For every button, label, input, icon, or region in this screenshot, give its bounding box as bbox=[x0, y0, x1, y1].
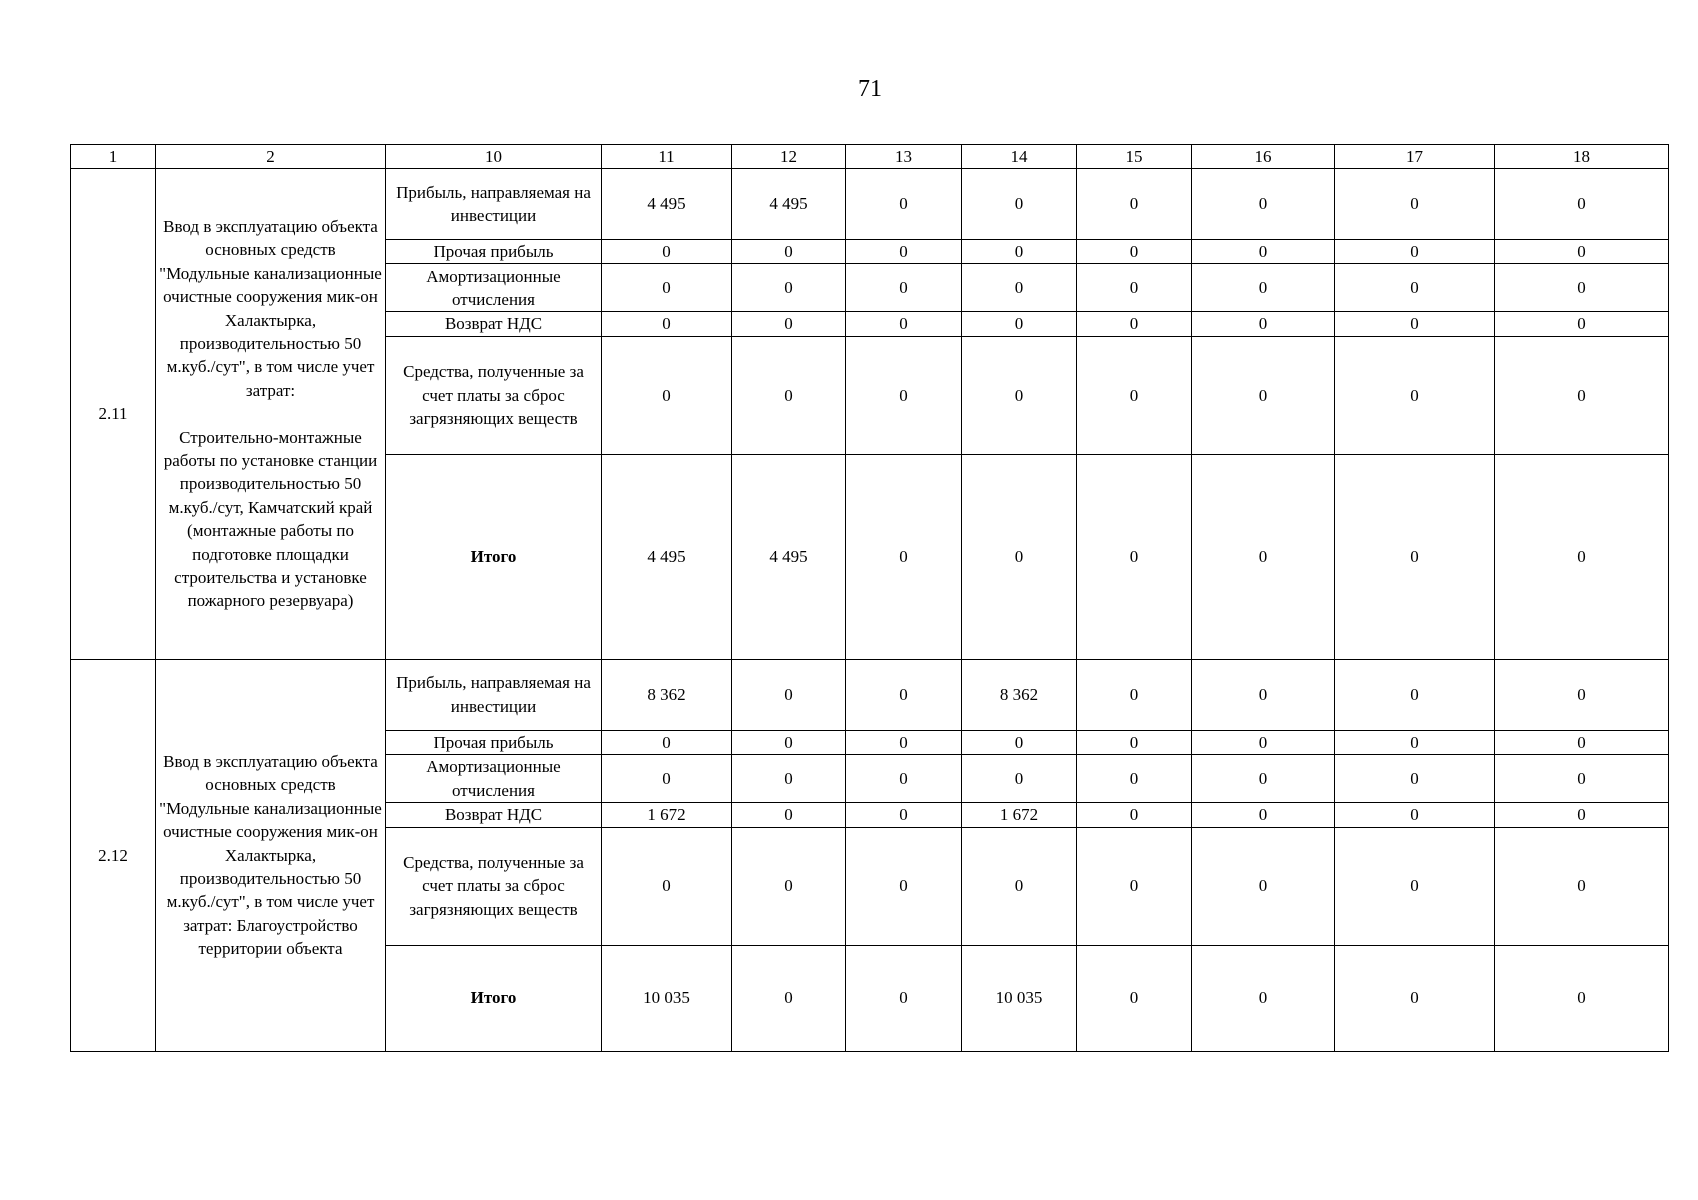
description-text: Ввод в эксплуатацию объекта основных средств "Модульные канализационные очистные сооружения мик-он Халактырка, производительностью 50 м.куб./сут", в том числе учет затрат: bbox=[159, 216, 382, 400]
value-cell: 0 bbox=[1335, 803, 1495, 827]
value-cell: 0 bbox=[732, 945, 846, 1051]
col-header: 11 bbox=[602, 145, 732, 169]
value-cell: 0 bbox=[846, 659, 962, 730]
value-cell: 0 bbox=[1495, 945, 1669, 1051]
value-cell: 0 bbox=[846, 803, 962, 827]
table-header bbox=[71, 145, 1669, 169]
value-cell: 0 bbox=[1495, 454, 1669, 659]
value-cell: 0 bbox=[1192, 336, 1335, 454]
value-cell: 0 bbox=[732, 827, 846, 945]
col-header: 1 bbox=[71, 145, 156, 169]
value-cell: 0 bbox=[1335, 755, 1495, 803]
col-header: 13 bbox=[846, 145, 962, 169]
value-cell: 0 bbox=[1495, 659, 1669, 730]
value-cell: 0 bbox=[1335, 454, 1495, 659]
value-cell: 0 bbox=[1192, 827, 1335, 945]
value-cell: 0 bbox=[846, 240, 962, 264]
value-cell: 0 bbox=[602, 264, 732, 312]
value-cell: 0 bbox=[1192, 803, 1335, 827]
funding-source: Возврат НДС bbox=[386, 312, 602, 336]
col-header: 17 bbox=[1335, 145, 1495, 169]
value-cell: 0 bbox=[1335, 312, 1495, 336]
value-cell: 0 bbox=[1495, 827, 1669, 945]
col-header: 15 bbox=[1077, 145, 1192, 169]
value-cell: 0 bbox=[732, 240, 846, 264]
value-cell: 0 bbox=[1495, 336, 1669, 454]
value-cell: 0 bbox=[602, 827, 732, 945]
value-cell: 0 bbox=[1077, 803, 1192, 827]
funding-source-total: Итого bbox=[386, 945, 602, 1051]
funding-source: Прочая прибыль bbox=[386, 240, 602, 264]
description-text: Ввод в эксплуатацию объекта основных средств "Модульные канализационные очистные сооружения мик-он Халактырка, производительностью 50 м.куб./сут", в том числе учет затрат: Благоустройство территории объекта bbox=[159, 751, 382, 959]
row-index: 2.12 bbox=[71, 659, 156, 1051]
col-header: 14 bbox=[962, 145, 1077, 169]
group-2-11 bbox=[71, 169, 1669, 660]
value-cell: 0 bbox=[1077, 454, 1192, 659]
value-cell: 0 bbox=[1192, 240, 1335, 264]
value-cell: 0 bbox=[962, 454, 1077, 659]
value-cell: 0 bbox=[602, 240, 732, 264]
col-header: 2 bbox=[156, 145, 386, 169]
description-text: Строительно-монтажные работы по установке станции производительностью 50 м.куб./сут, Камчатский край (монтажные работы по подготовке площадки строительства и установке пожарного резервуара) bbox=[163, 427, 378, 611]
value-cell: 1 672 bbox=[962, 803, 1077, 827]
value-cell: 0 bbox=[732, 336, 846, 454]
row-description bbox=[156, 169, 386, 660]
table-row bbox=[71, 659, 1669, 730]
value-cell: 0 bbox=[1077, 730, 1192, 754]
funding-source: Прибыль, направляемая на инвестиции bbox=[386, 169, 602, 240]
value-cell: 0 bbox=[962, 827, 1077, 945]
value-cell: 0 bbox=[1077, 312, 1192, 336]
value-cell: 0 bbox=[1077, 264, 1192, 312]
group-2-12 bbox=[71, 659, 1669, 1051]
value-cell: 0 bbox=[1335, 730, 1495, 754]
value-cell: 0 bbox=[962, 755, 1077, 803]
page-number: 71 bbox=[858, 76, 882, 102]
value-cell: 0 bbox=[1192, 454, 1335, 659]
value-cell: 4 495 bbox=[602, 169, 732, 240]
value-cell: 0 bbox=[846, 755, 962, 803]
value-cell: 0 bbox=[602, 336, 732, 454]
value-cell: 0 bbox=[846, 827, 962, 945]
value-cell: 0 bbox=[1495, 755, 1669, 803]
value-cell: 0 bbox=[1192, 264, 1335, 312]
value-cell: 0 bbox=[962, 169, 1077, 240]
value-cell: 0 bbox=[732, 803, 846, 827]
value-cell: 0 bbox=[1335, 827, 1495, 945]
col-header: 16 bbox=[1192, 145, 1335, 169]
value-cell: 4 495 bbox=[602, 454, 732, 659]
value-cell: 0 bbox=[1192, 755, 1335, 803]
value-cell: 0 bbox=[1495, 312, 1669, 336]
value-cell: 0 bbox=[602, 755, 732, 803]
value-cell: 0 bbox=[846, 336, 962, 454]
row-description bbox=[156, 659, 386, 1051]
value-cell: 0 bbox=[962, 336, 1077, 454]
value-cell: 4 495 bbox=[732, 169, 846, 240]
value-cell: 0 bbox=[1077, 659, 1192, 730]
funding-source: Амортизационные отчисления bbox=[386, 755, 602, 803]
funding-source: Средства, полученные за счет платы за сброс загрязняющих веществ bbox=[386, 336, 602, 454]
table-row bbox=[71, 169, 1669, 240]
value-cell: 0 bbox=[962, 240, 1077, 264]
value-cell: 0 bbox=[1335, 240, 1495, 264]
funding-source: Возврат НДС bbox=[386, 803, 602, 827]
value-cell: 0 bbox=[1192, 945, 1335, 1051]
value-cell: 0 bbox=[1495, 264, 1669, 312]
value-cell: 0 bbox=[1192, 730, 1335, 754]
description-gap bbox=[159, 402, 382, 425]
value-cell: 10 035 bbox=[602, 945, 732, 1051]
value-cell: 1 672 bbox=[602, 803, 732, 827]
value-cell: 0 bbox=[1495, 730, 1669, 754]
value-cell: 0 bbox=[846, 454, 962, 659]
value-cell: 0 bbox=[1335, 264, 1495, 312]
value-cell: 0 bbox=[732, 755, 846, 803]
value-cell: 0 bbox=[1495, 803, 1669, 827]
value-cell: 0 bbox=[1495, 240, 1669, 264]
value-cell: 0 bbox=[732, 312, 846, 336]
value-cell: 0 bbox=[1192, 312, 1335, 336]
value-cell: 0 bbox=[846, 312, 962, 336]
value-cell: 0 bbox=[1077, 336, 1192, 454]
value-cell: 0 bbox=[1077, 755, 1192, 803]
value-cell: 0 bbox=[1077, 827, 1192, 945]
value-cell: 0 bbox=[602, 730, 732, 754]
value-cell: 0 bbox=[732, 659, 846, 730]
funding-source: Амортизационные отчисления bbox=[386, 264, 602, 312]
header-row bbox=[71, 145, 1669, 169]
value-cell: 0 bbox=[1077, 169, 1192, 240]
value-cell: 0 bbox=[732, 264, 846, 312]
value-cell: 0 bbox=[1192, 169, 1335, 240]
value-cell: 0 bbox=[1077, 945, 1192, 1051]
value-cell: 0 bbox=[1077, 240, 1192, 264]
value-cell: 0 bbox=[846, 730, 962, 754]
value-cell: 0 bbox=[962, 730, 1077, 754]
value-cell: 0 bbox=[962, 264, 1077, 312]
row-index: 2.11 bbox=[71, 169, 156, 660]
funding-source: Прибыль, направляемая на инвестиции bbox=[386, 659, 602, 730]
value-cell: 10 035 bbox=[962, 945, 1077, 1051]
value-cell: 0 bbox=[602, 312, 732, 336]
funding-source: Средства, полученные за счет платы за сброс загрязняющих веществ bbox=[386, 827, 602, 945]
funding-source-total: Итого bbox=[386, 454, 602, 659]
value-cell: 0 bbox=[732, 730, 846, 754]
value-cell: 0 bbox=[1495, 169, 1669, 240]
value-cell: 0 bbox=[846, 169, 962, 240]
value-cell: 0 bbox=[1335, 659, 1495, 730]
value-cell: 0 bbox=[1192, 659, 1335, 730]
value-cell: 0 bbox=[1335, 336, 1495, 454]
value-cell: 8 362 bbox=[962, 659, 1077, 730]
value-cell: 0 bbox=[1335, 945, 1495, 1051]
value-cell: 4 495 bbox=[732, 454, 846, 659]
col-header: 18 bbox=[1495, 145, 1669, 169]
value-cell: 0 bbox=[846, 264, 962, 312]
value-cell: 0 bbox=[1335, 169, 1495, 240]
value-cell: 0 bbox=[962, 312, 1077, 336]
funding-source: Прочая прибыль bbox=[386, 730, 602, 754]
investment-table bbox=[70, 144, 1669, 1052]
value-cell: 8 362 bbox=[602, 659, 732, 730]
col-header: 10 bbox=[386, 145, 602, 169]
col-header: 12 bbox=[732, 145, 846, 169]
value-cell: 0 bbox=[846, 945, 962, 1051]
